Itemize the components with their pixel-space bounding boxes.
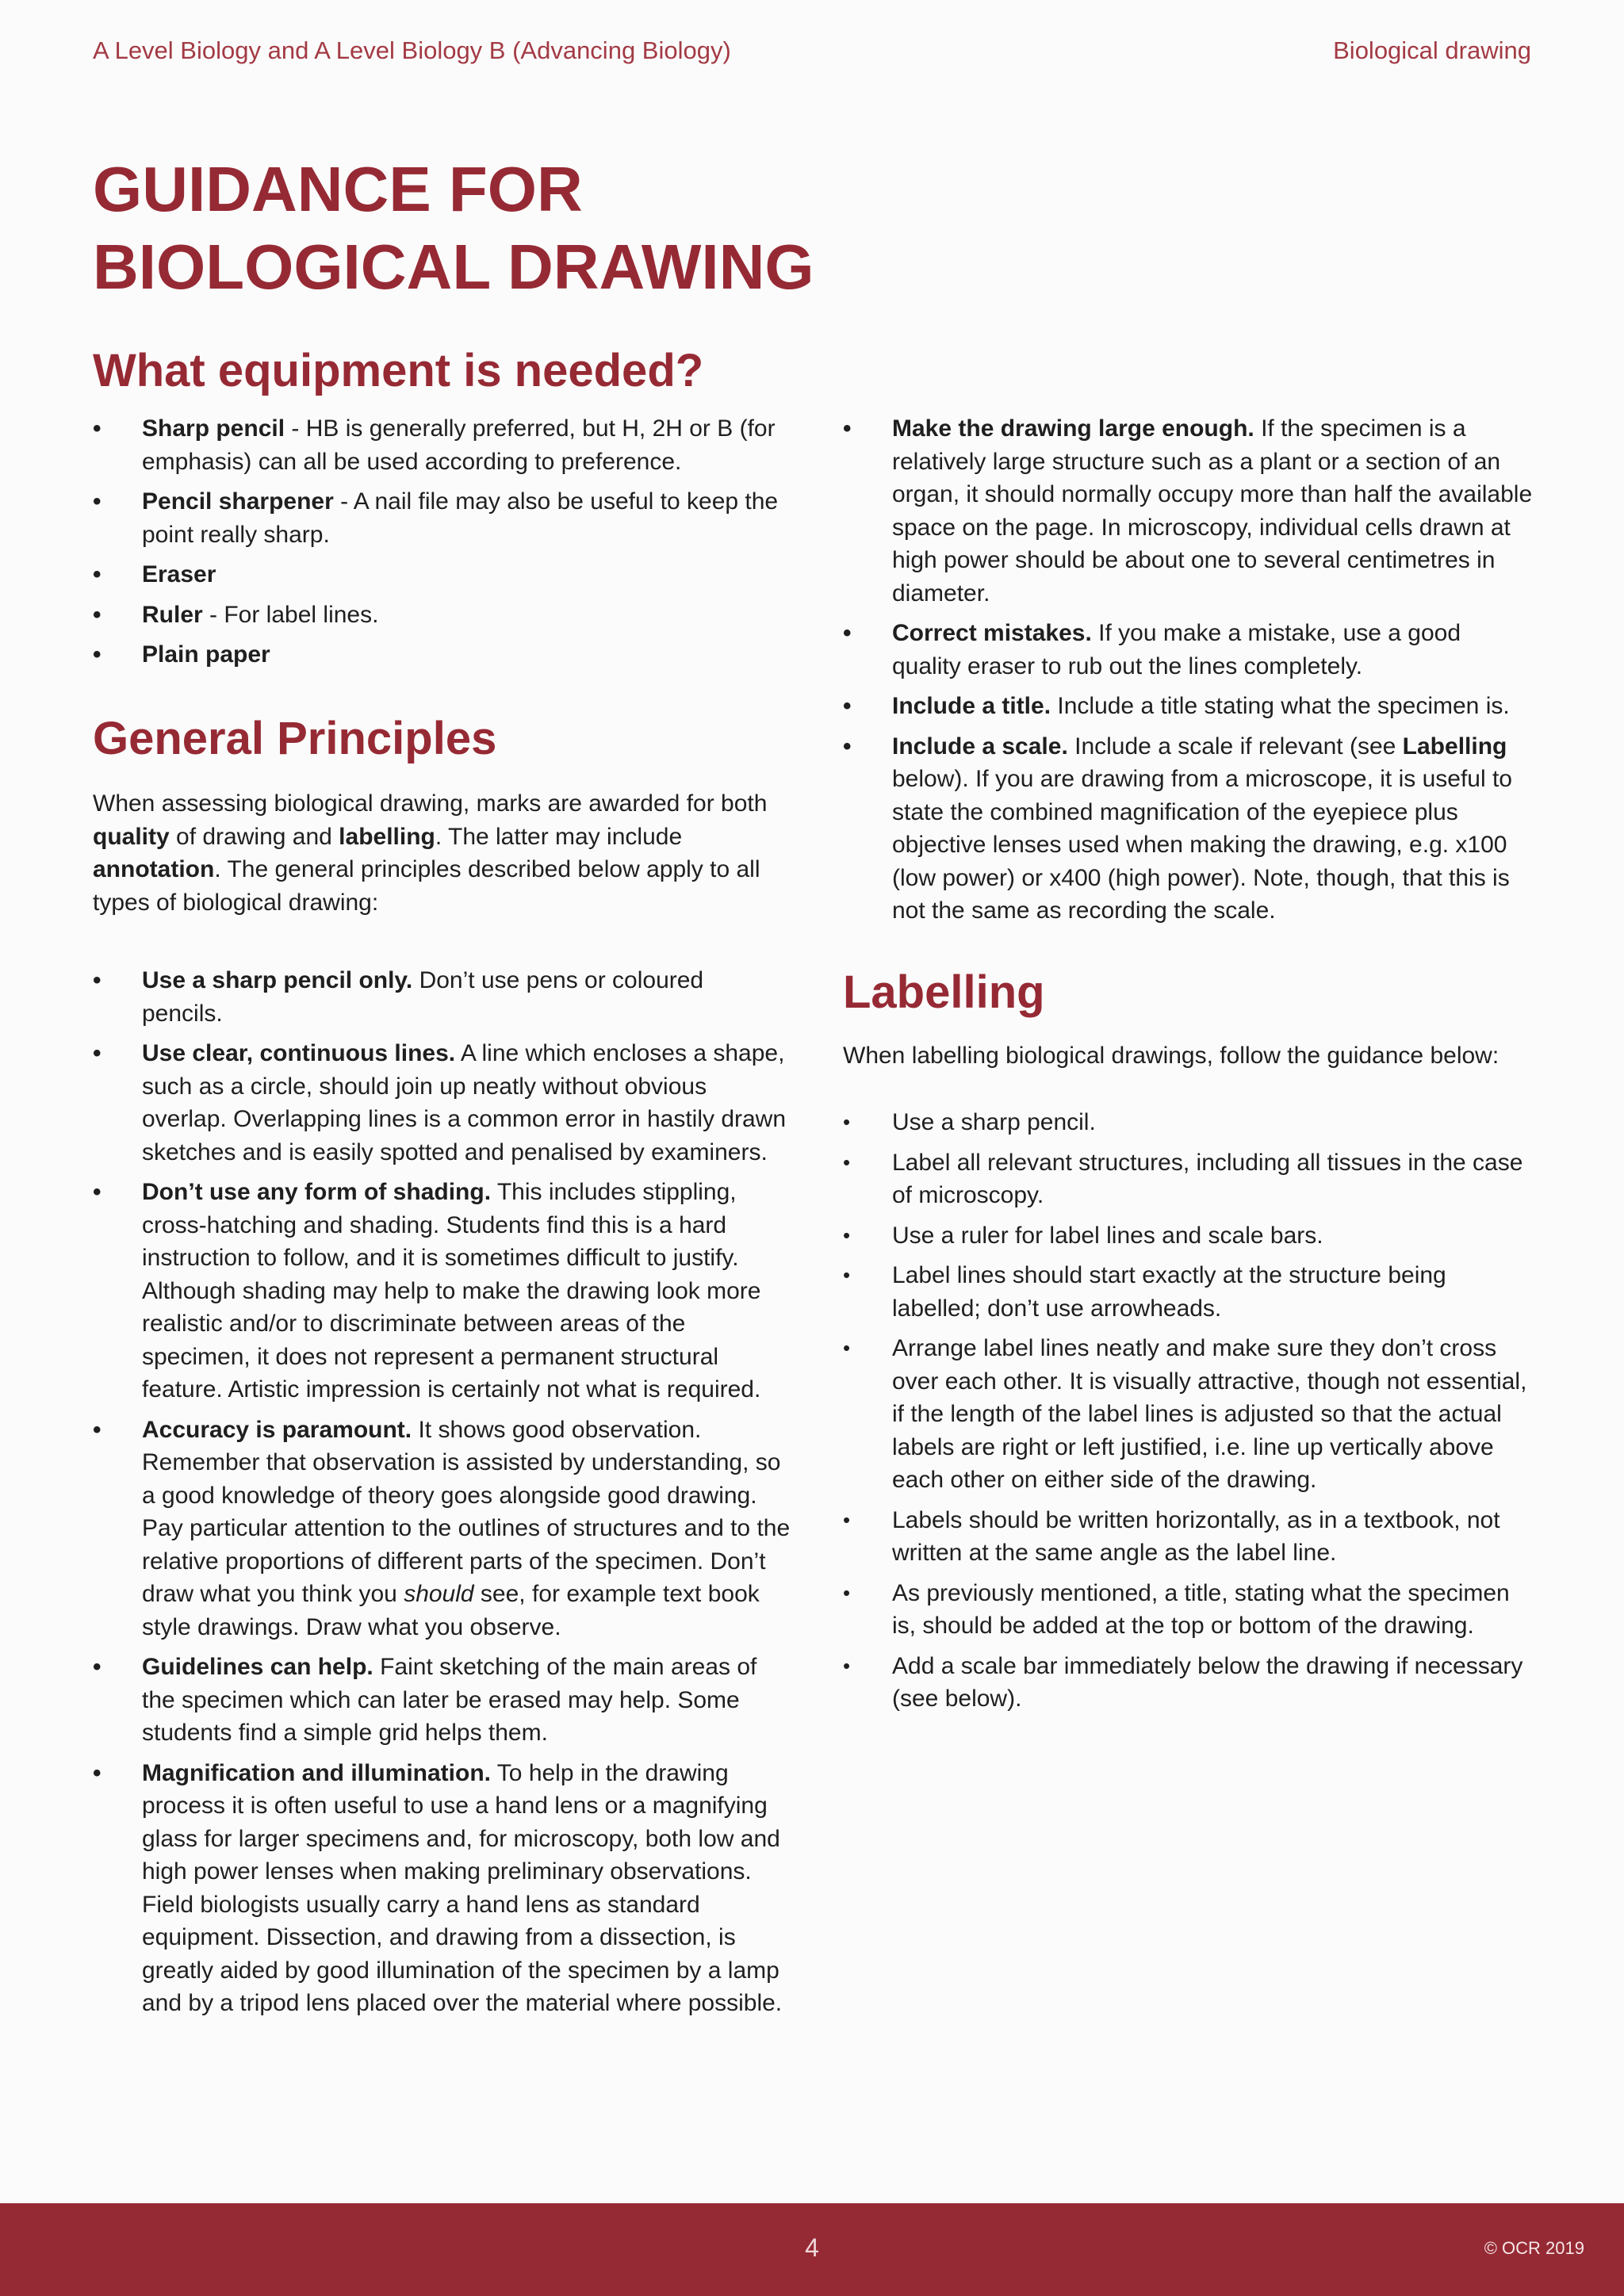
bullet-icon: • [843, 1223, 851, 1247]
item-text: Label lines should start exactly at the structure being labelled; don’t use arrowheads. [892, 1262, 1446, 1322]
item-text: Include a title stating what the specimen is. [1051, 693, 1510, 719]
item-bold: Magnification and illumination. [142, 1759, 491, 1786]
item-text: - For label lines. [202, 601, 379, 628]
item-bold: Guidelines can help. [142, 1654, 373, 1680]
bullet-icon: • [93, 1179, 102, 1205]
item-text: - HB is generally preferred, but H, 2H or B (for emphasis) can all be used according to preference. [142, 415, 776, 475]
item-text: It shows good observation. Remember that observation is assisted by understanding, so a good knowledge of theory goes alongside good drawing. Pay particular attention to the outlines of structures and to the relative proportions of different parts of the specimen. Don’t draw what you think you [142, 1416, 791, 1607]
item-text: As previously mentioned, a title, stating what the specimen is, should be added at the top or bottom of the drawing. [892, 1579, 1510, 1639]
intro-bold: labelling [339, 823, 435, 850]
general-principles-list [93, 964, 791, 2027]
list-item [843, 1146, 1533, 1212]
page-number: 4 [805, 2233, 819, 2262]
item-text: This includes stippling, cross-hatching and shading. Students find this is a hard instruction to follow, and it is sometimes difficult to justify. Although shading may help to make the drawing look more realistic and/or to discriminate between areas of the specimen, it does not represent a permanent structural feature. Artistic impression is certainly not what is required. [142, 1179, 761, 1402]
item-text: below). If you are drawing from a microscope, it is useful to state the combined magnification of the eyepiece plus objective lenses used when making the drawing, e.g. x100 (low power) or x400 (high power). Note, though, that this is not the same as recording the scale. [892, 766, 1512, 924]
bullet-icon: • [93, 488, 102, 515]
bullet-icon: • [843, 620, 852, 646]
page-footer [0, 2203, 1624, 2296]
list-item [93, 1037, 791, 1169]
bullet-icon: • [843, 1580, 851, 1605]
list-item [843, 1332, 1533, 1497]
list-item [93, 558, 783, 591]
copyright-notice: © OCR 2019 [1484, 2238, 1584, 2258]
bullet-icon: • [843, 1507, 851, 1532]
item-bold: Use clear, continuous lines. [142, 1040, 456, 1066]
bullet-icon: • [93, 641, 102, 668]
list-item [93, 1651, 791, 1750]
page-title-line-1: GUIDANCE FOR [93, 154, 583, 224]
item-bold: Accuracy is paramount. [142, 1416, 412, 1443]
list-item [93, 1176, 791, 1406]
intro-text: . The general principles described below apply to all types of biological drawing: [93, 856, 760, 916]
intro-text: of drawing and [169, 823, 339, 850]
list-item [843, 730, 1533, 928]
bullet-icon: • [93, 1759, 102, 1786]
item-text: see, for example text book style drawings. Draw what you observe. [142, 1581, 760, 1640]
bullet-icon: • [843, 415, 852, 442]
list-item [93, 412, 783, 478]
bullet-icon: • [843, 1110, 851, 1134]
labelling-intro: When labelling biological drawings, follow the guidance below: [843, 1043, 1500, 1069]
list-item [93, 638, 783, 672]
list-item [843, 1259, 1533, 1325]
bullet-icon: • [93, 415, 102, 442]
item-bold: Sharp pencil [142, 415, 285, 442]
item-italic: should [404, 1581, 474, 1607]
bullet-icon: • [93, 561, 102, 587]
item-bold: Don’t use any form of shading. [142, 1179, 492, 1205]
list-item [843, 1219, 1533, 1253]
item-text: If you make a mistake, use a good quality eraser to rub out the lines completely. [892, 620, 1461, 679]
list-item [843, 1504, 1533, 1570]
item-bold: Pencil sharpener [142, 488, 334, 515]
item-text: - A nail file may also be useful to keep the point really sharp. [142, 488, 779, 548]
intro-text: . The latter may include [435, 823, 683, 850]
intro-text: When assessing biological drawing, marks are awarded for both [93, 790, 768, 817]
item-bold: Use a sharp pencil only. [142, 967, 413, 993]
item-bold: Plain paper [142, 641, 270, 668]
drawing-principles-list [843, 412, 1533, 935]
item-bold: Correct mistakes. [892, 620, 1092, 646]
item-bold: Make the drawing large enough. [892, 415, 1254, 442]
equipment-heading: What equipment is needed? [93, 345, 704, 396]
item-text: Don’t use pens or coloured pencils. [142, 967, 704, 1027]
general-principles-heading: General Principles [93, 713, 497, 764]
intro-bold: quality [93, 823, 170, 850]
bullet-icon: • [93, 1654, 102, 1680]
item-text: Labels should be written horizontally, as in a textbook, not written at the same angle as the label line. [892, 1506, 1500, 1566]
item-bold: Include a title. [892, 693, 1051, 719]
list-item [93, 485, 783, 551]
running-header-right: Biological drawing [1333, 36, 1531, 64]
item-bold: Labelling [1402, 733, 1507, 760]
bullet-icon: • [843, 693, 852, 719]
general-intro [93, 787, 783, 919]
list-item [843, 1650, 1533, 1716]
item-text: Add a scale bar immediately below the drawing if necessary (see below). [892, 1652, 1523, 1712]
bullet-icon: • [843, 733, 852, 760]
item-text: To help in the drawing process it is often useful to use a hand lens or a magnifying glass for larger specimens and, for microscopy, both low and high power lenses when making preliminary observations. Field biologists usually carry a hand lens as standard equipment. Dissection, and drawing from a dissection, is greatly aided by good illumination of the specimen by a lamp and by a tripod lens placed over the material where possible. [142, 1759, 783, 2016]
list-item [93, 1757, 791, 2020]
labelling-list [843, 1106, 1533, 1723]
bullet-icon: • [93, 1040, 102, 1066]
item-bold: Ruler [142, 601, 203, 628]
item-text: Use a sharp pencil. [892, 1109, 1096, 1135]
bullet-icon: • [93, 601, 102, 628]
list-item [93, 1414, 791, 1644]
item-text: A line which encloses a shape, such as a circle, should join up neatly without obvious overlap. Overlapping lines is a common error in hastily drawn sketches and is easily spotted and penalised by examiners. [142, 1040, 787, 1165]
item-bold: Eraser [142, 561, 216, 587]
labelling-heading: Labelling [843, 966, 1045, 1018]
bullet-icon: • [93, 967, 102, 993]
list-item [843, 1106, 1533, 1139]
item-text: Arrange label lines neatly and make sure they don’t cross over each other. It is visually attractive, though not essential, if the length of the label lines is adjusted so that the actual labels are right or left justified, i.e. line up vertically above each other on either side of the drawing. [892, 1335, 1527, 1493]
bullet-icon: • [843, 1263, 851, 1287]
bullet-icon: • [843, 1336, 851, 1360]
item-text: Faint sketching of the main areas of the specimen which can later be erased may help. Some students find a simple grid helps them. [142, 1654, 757, 1746]
item-text: Use a ruler for label lines and scale bars. [892, 1222, 1323, 1249]
bullet-icon: • [843, 1150, 851, 1174]
list-item [843, 1577, 1533, 1643]
list-item [843, 690, 1533, 723]
bullet-icon: • [93, 1416, 102, 1443]
item-text: If the specimen is a relatively large structure such as a plant or a section of an organ, it should normally occupy more than half the available space on the page. In microscopy, individual cells drawn at high power should be about one to several centimetres in diameter. [892, 415, 1533, 607]
item-bold: Include a scale. [892, 733, 1068, 760]
list-item [93, 964, 791, 1030]
list-item [93, 599, 783, 632]
equipment-list [93, 412, 783, 679]
running-header-left: A Level Biology and A Level Biology B (Advancing Biology) [93, 36, 731, 64]
page-title-line-2: BIOLOGICAL DRAWING [93, 232, 814, 302]
item-text: Include a scale if relevant (see [1067, 733, 1403, 760]
page-title [93, 151, 886, 306]
item-text: Label all relevant structures, including all tissues in the case of microscopy. [892, 1149, 1523, 1208]
list-item [843, 617, 1533, 683]
bullet-icon: • [843, 1653, 851, 1678]
list-item [843, 412, 1533, 610]
intro-bold: annotation [93, 856, 215, 882]
